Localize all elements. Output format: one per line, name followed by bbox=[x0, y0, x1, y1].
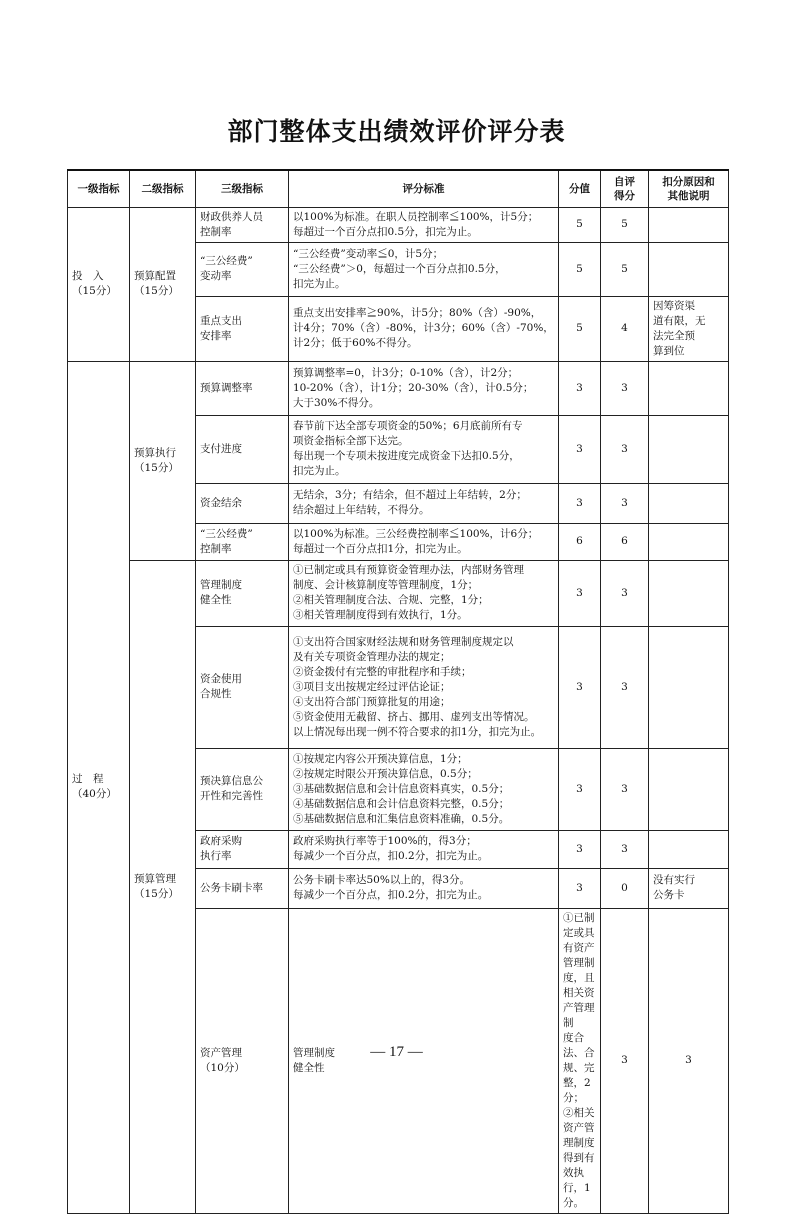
score-cell: 3 bbox=[559, 626, 601, 748]
header-score: 分值 bbox=[559, 170, 601, 207]
table-row bbox=[68, 560, 729, 626]
criteria-cell: ①支出符合国家财经法规和财务管理制度规定以 及有关专项资金管理办法的规定； ②资金拨付有完整的审批程序和手续； ③项目支出按规定经过评估论证； ④支出符合部门预算批复的用途； ⑤资金使用无截留、挤占、挪用、虚列支出等情况。 以上情况每出现一例不符合要求的扣1分，扣完为止。 bbox=[289, 626, 559, 748]
note-cell bbox=[649, 626, 729, 748]
note-cell: 因筹资渠 道有限，无 法完全预 算到位 bbox=[649, 296, 729, 361]
score-cell: 5 bbox=[559, 207, 601, 242]
criteria-cell: ①已制定或具有资产管理制度，且相关资产管理制 度合法、合规、完整，2分； ②相关资产管理制度得到有效执行，1分。 bbox=[559, 908, 601, 1213]
score-cell: 3 bbox=[559, 560, 601, 626]
note-cell bbox=[649, 748, 729, 830]
note-cell bbox=[649, 415, 729, 483]
page-number: — 17 — bbox=[370, 1044, 423, 1060]
criteria-cell: 重点支出安排率≧90%，计5分；80%（含）-90%， 计4分；70%（含）-80%，计3分；60%（含）-70%， 计2分；低于60%不得分。 bbox=[289, 296, 559, 361]
criteria-cell: 预算调整率=0，计3分；0-10%（含），计2分； 10-20%（含），计1分；20-30%（含），计0.5分； 大于30%不得分。 bbox=[289, 361, 559, 415]
level3-cell: 预算调整率 bbox=[196, 361, 289, 415]
note-cell bbox=[649, 207, 729, 242]
table-row bbox=[68, 207, 729, 242]
level3-cell: 公务卡刷卡率 bbox=[196, 868, 289, 908]
criteria-cell: 政府采购执行率等于100%的，得3分； 每减少一个百分点，扣0.2分，扣完为止。 bbox=[289, 830, 559, 868]
table-header-row bbox=[68, 170, 729, 207]
score-cell: 5 bbox=[559, 296, 601, 361]
score-cell: 3 bbox=[559, 748, 601, 830]
self-score-cell: 3 bbox=[601, 560, 649, 626]
level3-cell: 资金使用 合规性 bbox=[196, 626, 289, 748]
self-score-cell: 3 bbox=[601, 748, 649, 830]
score-cell: 3 bbox=[559, 361, 601, 415]
level3-cell: 重点支出 安排率 bbox=[196, 296, 289, 361]
criteria-cell: “三公经费”变动率≦0，计5分； “三公经费”＞0，每超过一个百分点扣0.5分， 扣完为止。 bbox=[289, 242, 559, 296]
score-cell: 3 bbox=[559, 830, 601, 868]
self-score-cell: 6 bbox=[601, 523, 649, 560]
self-score-cell: 3 bbox=[601, 361, 649, 415]
table-row bbox=[68, 361, 729, 415]
level3-cell: “三公经费” 控制率 bbox=[196, 523, 289, 560]
header-note: 扣分原因和 其他说明 bbox=[649, 170, 729, 207]
level2-asset-mgmt: 资产管理 （10分） bbox=[196, 908, 289, 1213]
self-score-cell: 3 bbox=[601, 483, 649, 523]
header-level1: 一级指标 bbox=[68, 170, 130, 207]
level1-input: 投 入 （15分） bbox=[68, 207, 130, 361]
header-level3: 三级指标 bbox=[196, 170, 289, 207]
note-cell bbox=[649, 523, 729, 560]
header-self-score: 自评 得分 bbox=[601, 170, 649, 207]
score-cell: 5 bbox=[559, 242, 601, 296]
criteria-cell: 公务卡刷卡率达50%以上的，得3分。 每减少一个百分点，扣0.2分，扣完为止。 bbox=[289, 868, 559, 908]
note-cell bbox=[649, 242, 729, 296]
score-cell: 3 bbox=[601, 908, 649, 1213]
level2-budget-mgmt: 预算管理 （15分） bbox=[130, 560, 196, 1213]
self-score-cell: 3 bbox=[601, 830, 649, 868]
header-criteria: 评分标准 bbox=[289, 170, 559, 207]
note-cell bbox=[649, 830, 729, 868]
self-score-cell: 5 bbox=[601, 242, 649, 296]
self-score-cell: 0 bbox=[601, 868, 649, 908]
note-cell bbox=[649, 483, 729, 523]
note-cell: 没有实行 公务卡 bbox=[649, 868, 729, 908]
header-level2: 二级指标 bbox=[130, 170, 196, 207]
level2-budget-config: 预算配置 （15分） bbox=[130, 207, 196, 361]
level1-process: 过 程 （40分） bbox=[68, 361, 130, 1213]
self-score-cell: 4 bbox=[601, 296, 649, 361]
criteria-cell: ①按规定内容公开预决算信息，1分； ②按规定时限公开预决算信息，0.5分； ③基础数据信息和会计信息资料真实，0.5分； ④基础数据信息和会计信息资料完整，0.5分； ⑤基础数据信息和汇集信息资料准确，0.5分。 bbox=[289, 748, 559, 830]
level3-cell: 资金结余 bbox=[196, 483, 289, 523]
level3-cell: 财政供养人员 控制率 bbox=[196, 207, 289, 242]
self-score-cell: 3 bbox=[649, 908, 729, 1213]
level2-budget-exec: 预算执行 （15分） bbox=[130, 361, 196, 560]
note-cell bbox=[649, 361, 729, 415]
level3-cell: 管理制度 健全性 bbox=[196, 560, 289, 626]
criteria-cell: 以100%为标准。在职人员控制率≦100%，计5分； 每超过一个百分点扣0.5分，扣完为止。 bbox=[289, 207, 559, 242]
criteria-cell: 春节前下达全部专项资金的50%；6月底前所有专 项资金指标全部下达完。 每出现一个专项未按进度完成资金下达扣0.5分， 扣完为止。 bbox=[289, 415, 559, 483]
criteria-cell: 以100%为标准。三公经费控制率≦100%，计6分； 每超过一个百分点扣1分，扣完为止。 bbox=[289, 523, 559, 560]
page-title: 部门整体支出绩效评价评分表 bbox=[227, 117, 566, 146]
level3-cell: “三公经费” 变动率 bbox=[196, 242, 289, 296]
level3-cell: 政府采购 执行率 bbox=[196, 830, 289, 868]
score-cell: 6 bbox=[559, 523, 601, 560]
self-score-cell: 3 bbox=[601, 626, 649, 748]
self-score-cell: 5 bbox=[601, 207, 649, 242]
score-cell: 3 bbox=[559, 483, 601, 523]
note-cell bbox=[649, 560, 729, 626]
score-cell: 3 bbox=[559, 868, 601, 908]
criteria-cell: ①已制定或具有预算资金管理办法，内部财务管理 制度、会计核算制度等管理制度，1分； ②相关管理制度合法、合规、完整，1分； ③相关管理制度得到有效执行，1分。 bbox=[289, 560, 559, 626]
score-cell: 3 bbox=[559, 415, 601, 483]
level3-cell: 支付进度 bbox=[196, 415, 289, 483]
level3-cell: 管理制度 健全性 bbox=[289, 908, 559, 1213]
level3-cell: 预决算信息公 开性和完善性 bbox=[196, 748, 289, 830]
criteria-cell: 无结余，3分；有结余，但不超过上年结转，2分； 结余超过上年结转，不得分。 bbox=[289, 483, 559, 523]
self-score-cell: 3 bbox=[601, 415, 649, 483]
